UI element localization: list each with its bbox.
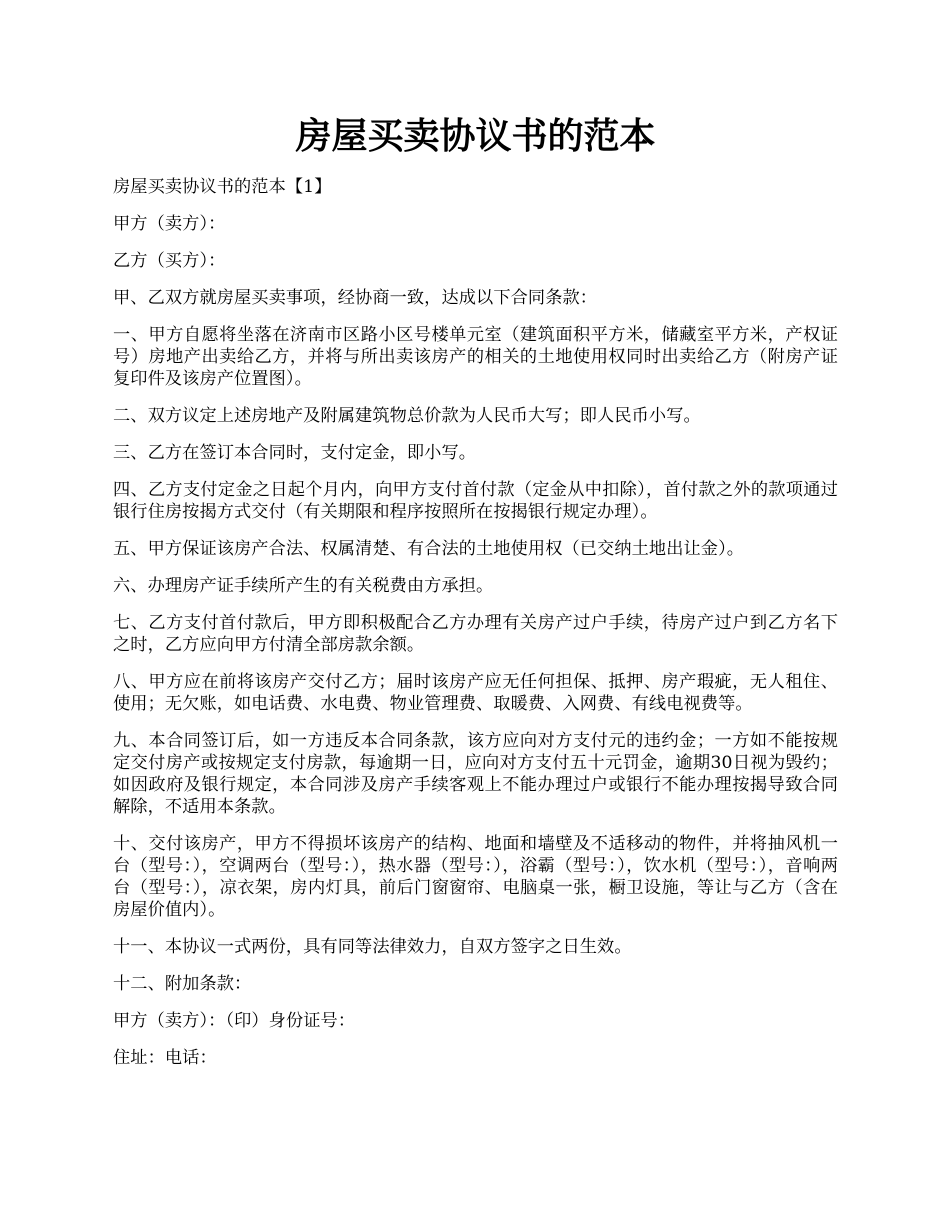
section-heading: 房屋买卖协议书的范本【1】	[113, 177, 332, 197]
clause-10: 十、交付该房产，甲方不得损坏该房产的结构、地面和墙壁及不适移动的物件，并将抽风机一台（型号：），空调两台（型号：），热水器（型号：），浴霸（型号：），饮水机（型号：），音响两台（型号：），凉衣架，房内灯具，前后门窗窗帘、电脑桌一张，橱卫设施，等让与乙方（含在房屋价值内）。	[113, 834, 838, 920]
document-title: 房屋买卖协议书的范本	[295, 115, 656, 157]
clause-4: 四、乙方支付定金之日起个月内，向甲方支付首付款（定金从中扣除），首付款之外的款项通过银行住房按揭方式交付（有关期限和程序按照所在按揭银行规定办理）。	[113, 480, 838, 522]
party-a-line: 甲方（卖方）：	[113, 214, 226, 234]
clause-2: 二、双方议定上述房地产及附属建筑物总价款为人民币大写；即人民币小写。	[113, 406, 701, 426]
clause-9: 九、本合同签订后，如一方违反本合同条款，该方应向对方支付元的违约金；一方如不能按规定交付房产或按规定支付房款，每逾期一日，应向对方支付五十元罚金，逾期30日视为毁约；如因政府及银行规定，本合同涉及房产手续客观上不能办理过户或银行不能办理按揭导致合同解除，不适用本条款。	[113, 731, 838, 817]
clause-12: 十二、附加条款：	[113, 974, 252, 994]
clause-11: 十一、本协议一式两份，具有同等法律效力，自双方签字之日生效。	[113, 937, 632, 957]
address-phone-line: 住址：电话：	[113, 1048, 217, 1068]
clause-8: 八、甲方应在前将该房产交付乙方；届时该房产应无任何担保、抵押、房产瑕疵，无人租住、使用；无欠账，如电话费、水电费、物业管理费、取暖费、入网费、有线电视费等。	[113, 672, 838, 714]
party-b-line: 乙方（买方）：	[113, 251, 226, 271]
clause-3: 三、乙方在签订本合同时，支付定金，即小写。	[113, 443, 477, 463]
clause-1: 一、甲方自愿将坐落在济南市区路小区号楼单元室（建筑面积平方米，储藏室平方米，产权证号）房地产出卖给乙方，并将与所出卖该房产的相关的土地使用权同时出卖给乙方（附房产证复印件及该房产位置图）。	[113, 325, 838, 389]
signature-seller-line: 甲方（卖方）：（印）身份证号：	[113, 1011, 356, 1031]
clause-5: 五、甲方保证该房产合法、权属清楚、有合法的土地使用权（已交纳土地出让金）。	[113, 539, 745, 559]
document-body	[113, 176, 838, 1069]
preamble-paragraph: 甲、乙双方就房屋买卖事项，经协商一致，达成以下合同条款：	[113, 288, 598, 308]
clause-7: 七、乙方支付首付款后，甲方即积极配合乙方办理有关房产过户手续，待房产过户到乙方名下之时，乙方应向甲方付清全部房款余额。	[113, 613, 838, 655]
clause-6: 六、办理房产证手续所产生的有关税费由方承担。	[113, 576, 494, 596]
